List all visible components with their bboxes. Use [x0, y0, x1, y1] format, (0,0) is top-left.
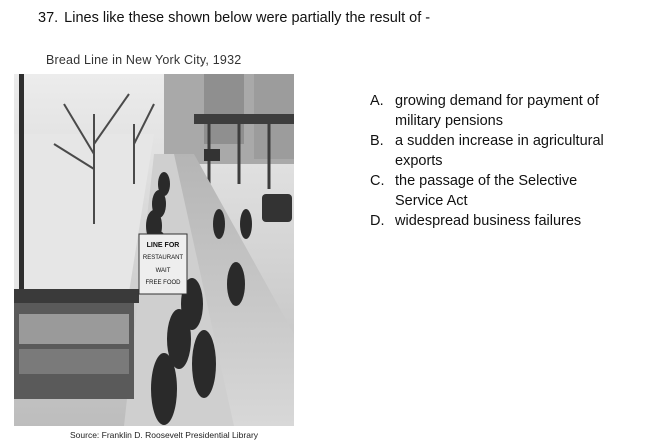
choice-a[interactable]	[370, 91, 625, 131]
question-prompt	[38, 10, 430, 26]
choice-d[interactable]	[370, 211, 625, 231]
sign-line-4: FREE FOOD	[145, 280, 181, 286]
photo-source: Source: Franklin D. Roosevelt Presidential Library	[70, 430, 259, 440]
bread-line-photo	[14, 74, 294, 426]
answer-choices	[370, 91, 625, 231]
sign-line-2: RESTAURANT	[142, 255, 184, 261]
question-text: Lines like these shown below were partially the result of -	[64, 10, 431, 26]
choice-a-letter: A.	[370, 93, 384, 109]
choice-d-letter: D.	[370, 213, 385, 229]
choice-b[interactable]	[370, 131, 625, 171]
choice-c-letter: C.	[370, 173, 385, 189]
choice-c-text: the passage of the Selective Service Act	[395, 173, 578, 209]
question-number: 37.	[38, 10, 59, 26]
choice-c[interactable]	[370, 171, 625, 211]
choice-b-letter: B.	[370, 133, 384, 149]
choice-b-text: a sudden increase in agricultural exports	[395, 133, 604, 169]
sign-line-1: LINE FOR	[146, 242, 180, 249]
choice-a-text: growing demand for payment of military pensions	[395, 93, 599, 129]
choice-d-text: widespread business failures	[395, 213, 582, 229]
sign-line-3: WAIT	[155, 268, 171, 274]
photo-caption: Bread Line in New York City, 1932	[46, 53, 242, 67]
